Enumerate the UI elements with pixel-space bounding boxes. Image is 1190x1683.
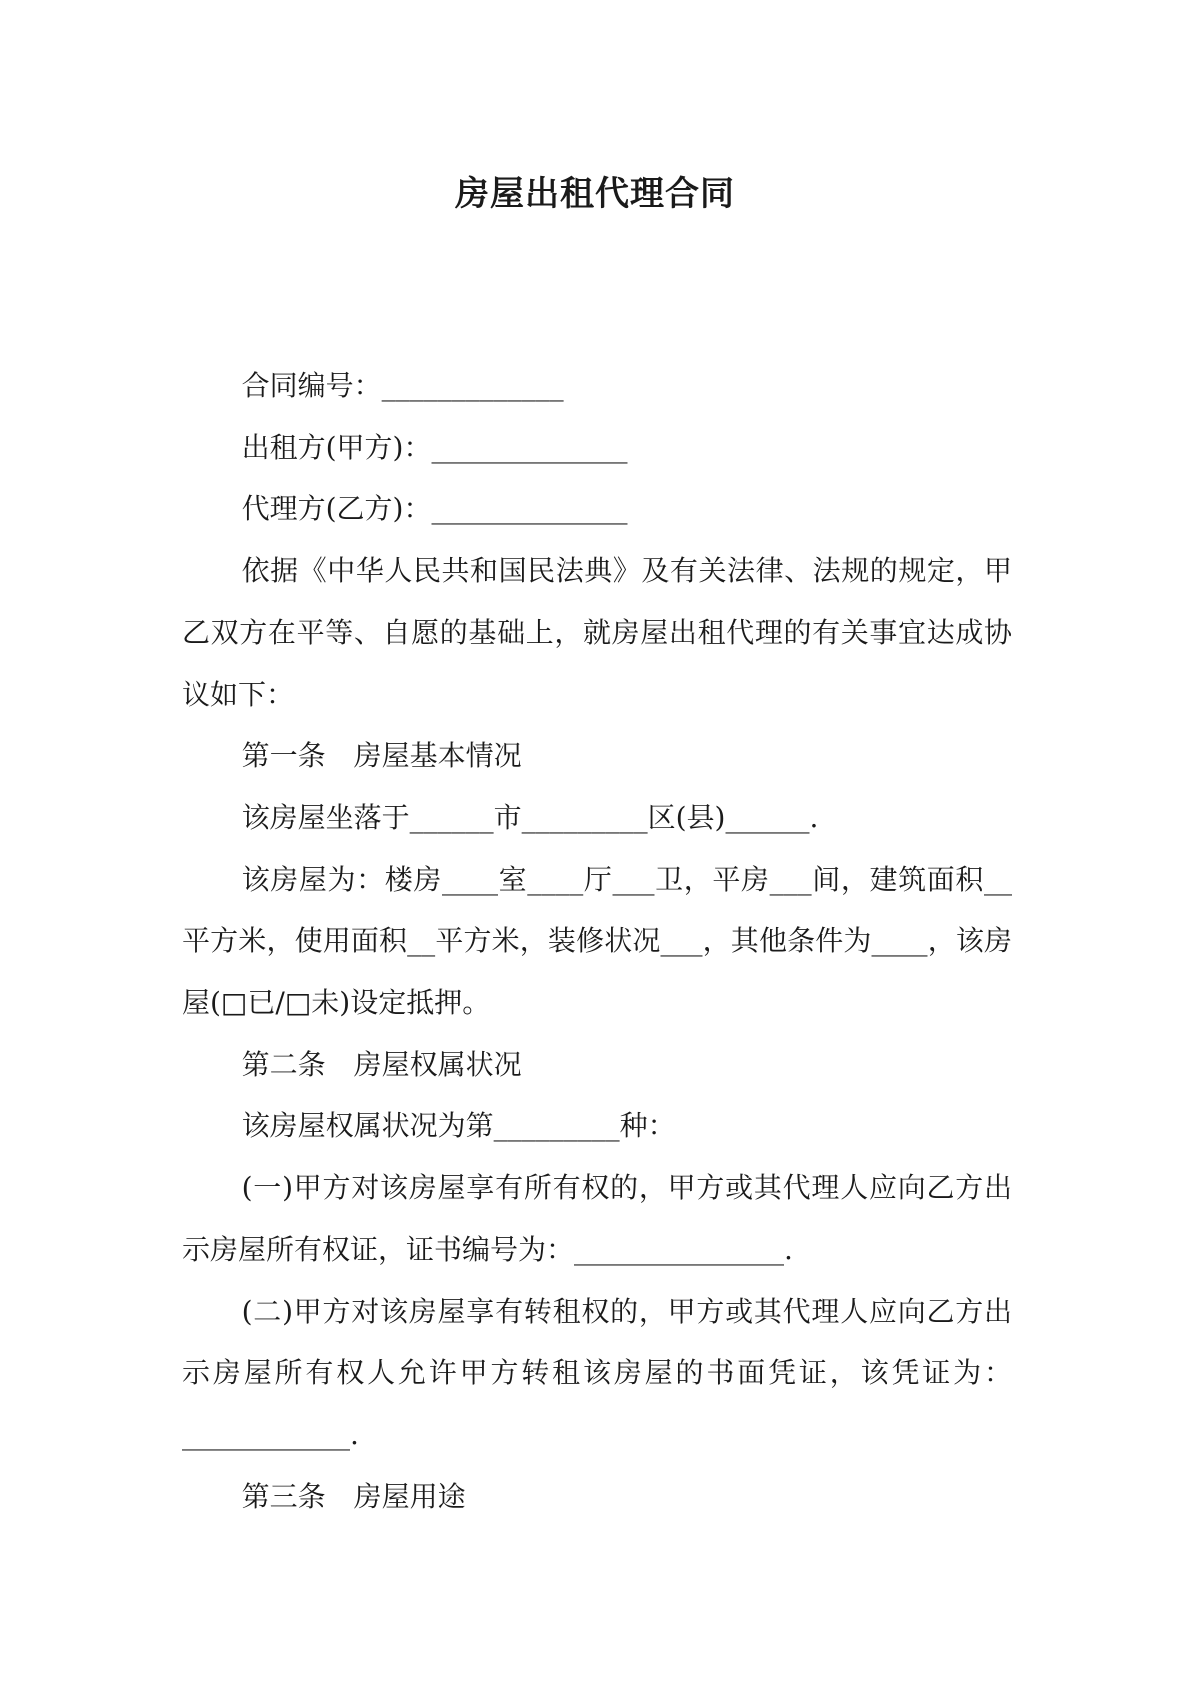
property-location-paragraph: 该房屋坐落于______市_________区(县)______. [241, 800, 819, 834]
preamble-paragraph: 依据《中华人民共和国民法典》及有关法律、法规的规定，甲乙双方在平等、自愿的基础上，就房屋出租代理的有关事宜达成协议如下： [182, 554, 1012, 711]
document-title: 房屋出租代理合同 [455, 174, 735, 214]
agent-line: 代理方(乙方)：______________ [241, 492, 628, 526]
article-3-heading: 第三条 房屋用途 [241, 1479, 466, 1513]
article-1-heading: 第一条 房屋基本情况 [241, 739, 522, 773]
ownership-option-1-paragraph: (一)甲方对该房屋享有所有权的，甲方或其代理人应向乙方出示房屋所有权证，证书编号为：_______________. [182, 1171, 1012, 1266]
lessor-line: 出租方(甲方)：______________ [241, 430, 628, 464]
article-2-heading: 第二条 房屋权属状况 [241, 1047, 522, 1081]
ownership-option-2-paragraph: (二)甲方对该房屋享有转租权的，甲方或其代理人应向乙方出示房屋所有权人允许甲方转租该房屋的书面凭证，该凭证为：____________. [182, 1294, 1012, 1451]
document-body [182, 355, 1012, 1527]
property-details-paragraph: 该房屋为：楼房____室____厅___卫，平房___间，建筑面积__平方米，使用面积__平方米，装修状况___，其他条件为____，该房屋(□已/□未)设定抵押。 [182, 862, 1012, 1020]
contract-number-line: 合同编号：_____________ [241, 369, 564, 402]
ownership-type-paragraph: 该房屋权属状况为第_________种： [241, 1109, 676, 1143]
